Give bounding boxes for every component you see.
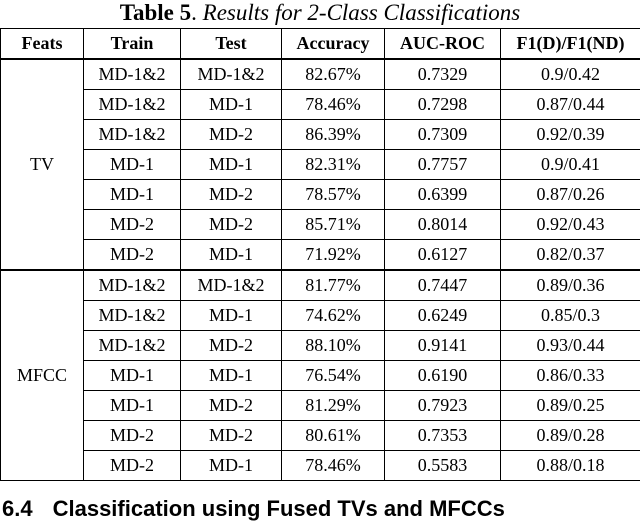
cell-accuracy: 71.92% <box>282 240 385 271</box>
section-number: 6.4 <box>2 496 33 521</box>
table-row <box>1 421 640 451</box>
cell-test: MD-1&2 <box>181 59 282 90</box>
cell-auc-roc: 0.5583 <box>385 451 501 481</box>
results-table <box>0 28 640 481</box>
cell-test: MD-1 <box>181 451 282 481</box>
section-title: Classification using Fused TVs and MFCCs <box>53 496 505 521</box>
table-row <box>1 331 640 361</box>
header-f1: F1(D)/F1(ND) <box>501 29 640 60</box>
cell-f1: 0.93/0.44 <box>501 331 640 361</box>
section-heading <box>2 496 505 522</box>
cell-train: MD-1&2 <box>84 120 181 150</box>
cell-train: MD-2 <box>84 451 181 481</box>
cell-auc-roc: 0.6127 <box>385 240 501 271</box>
cell-accuracy: 80.61% <box>282 421 385 451</box>
table-label: Table 5 <box>120 0 191 25</box>
cell-f1: 0.87/0.26 <box>501 180 640 210</box>
cell-train: MD-2 <box>84 240 181 271</box>
table-row <box>1 361 640 391</box>
cell-accuracy: 78.46% <box>282 90 385 120</box>
cell-f1: 0.89/0.28 <box>501 421 640 451</box>
header-train: Train <box>84 29 181 60</box>
cell-auc-roc: 0.9141 <box>385 331 501 361</box>
cell-f1: 0.82/0.37 <box>501 240 640 271</box>
cell-accuracy: 81.77% <box>282 270 385 301</box>
cell-train: MD-2 <box>84 210 181 240</box>
cell-auc-roc: 0.7757 <box>385 150 501 180</box>
cell-train: MD-2 <box>84 421 181 451</box>
table-row <box>1 240 640 271</box>
cell-accuracy: 76.54% <box>282 361 385 391</box>
cell-accuracy: 81.29% <box>282 391 385 421</box>
cell-f1: 0.89/0.25 <box>501 391 640 421</box>
table-row <box>1 210 640 240</box>
cell-test: MD-1 <box>181 240 282 271</box>
caption-separator: . <box>191 0 203 25</box>
cell-train: MD-1&2 <box>84 59 181 90</box>
cell-test: MD-1 <box>181 90 282 120</box>
cell-accuracy: 88.10% <box>282 331 385 361</box>
cell-test: MD-1 <box>181 150 282 180</box>
cell-auc-roc: 0.6190 <box>385 361 501 391</box>
cell-train: MD-1 <box>84 361 181 391</box>
header-auc-roc: AUC-ROC <box>385 29 501 60</box>
cell-test: MD-2 <box>181 180 282 210</box>
table-row <box>1 391 640 421</box>
cell-train: MD-1&2 <box>84 90 181 120</box>
table-row <box>1 90 640 120</box>
table-row <box>1 270 640 301</box>
cell-auc-roc: 0.7329 <box>385 59 501 90</box>
header-test: Test <box>181 29 282 60</box>
cell-train: MD-1 <box>84 391 181 421</box>
cell-f1: 0.85/0.3 <box>501 301 640 331</box>
table-row <box>1 301 640 331</box>
cell-f1: 0.9/0.42 <box>501 59 640 90</box>
cell-auc-roc: 0.7353 <box>385 421 501 451</box>
cell-auc-roc: 0.7447 <box>385 270 501 301</box>
cell-train: MD-1&2 <box>84 331 181 361</box>
feat-label-tv: TV <box>1 59 84 270</box>
cell-auc-roc: 0.7923 <box>385 391 501 421</box>
feat-label-mfcc: MFCC <box>1 270 84 481</box>
cell-auc-roc: 0.6249 <box>385 301 501 331</box>
cell-accuracy: 78.57% <box>282 180 385 210</box>
cell-auc-roc: 0.7298 <box>385 90 501 120</box>
group-mfcc <box>1 270 640 481</box>
cell-test: MD-2 <box>181 331 282 361</box>
cell-f1: 0.86/0.33 <box>501 361 640 391</box>
cell-f1: 0.9/0.41 <box>501 150 640 180</box>
cell-test: MD-2 <box>181 421 282 451</box>
cell-auc-roc: 0.6399 <box>385 180 501 210</box>
cell-accuracy: 82.67% <box>282 59 385 90</box>
cell-f1: 0.87/0.44 <box>501 90 640 120</box>
cell-test: MD-2 <box>181 391 282 421</box>
cell-train: MD-1&2 <box>84 270 181 301</box>
cell-accuracy: 86.39% <box>282 120 385 150</box>
caption-text: Results for 2-Class Classifications <box>203 0 521 25</box>
table-row <box>1 150 640 180</box>
cell-accuracy: 82.31% <box>282 150 385 180</box>
cell-test: MD-1 <box>181 301 282 331</box>
table-caption <box>0 0 640 26</box>
header-row <box>1 29 640 60</box>
cell-train: MD-1 <box>84 150 181 180</box>
table-row <box>1 451 640 481</box>
group-tv <box>1 59 640 270</box>
table-row <box>1 120 640 150</box>
cell-train: MD-1&2 <box>84 301 181 331</box>
cell-train: MD-1 <box>84 180 181 210</box>
cell-test: MD-2 <box>181 210 282 240</box>
table-row <box>1 180 640 210</box>
cell-accuracy: 74.62% <box>282 301 385 331</box>
cell-accuracy: 85.71% <box>282 210 385 240</box>
cell-test: MD-2 <box>181 120 282 150</box>
cell-f1: 0.88/0.18 <box>501 451 640 481</box>
cell-test: MD-1 <box>181 361 282 391</box>
cell-auc-roc: 0.8014 <box>385 210 501 240</box>
cell-test: MD-1&2 <box>181 270 282 301</box>
cell-f1: 0.92/0.39 <box>501 120 640 150</box>
table-header <box>1 29 640 60</box>
cell-auc-roc: 0.7309 <box>385 120 501 150</box>
cell-accuracy: 78.46% <box>282 451 385 481</box>
header-accuracy: Accuracy <box>282 29 385 60</box>
table-row <box>1 59 640 90</box>
cell-f1: 0.89/0.36 <box>501 270 640 301</box>
header-feats: Feats <box>1 29 84 60</box>
cell-f1: 0.92/0.43 <box>501 210 640 240</box>
